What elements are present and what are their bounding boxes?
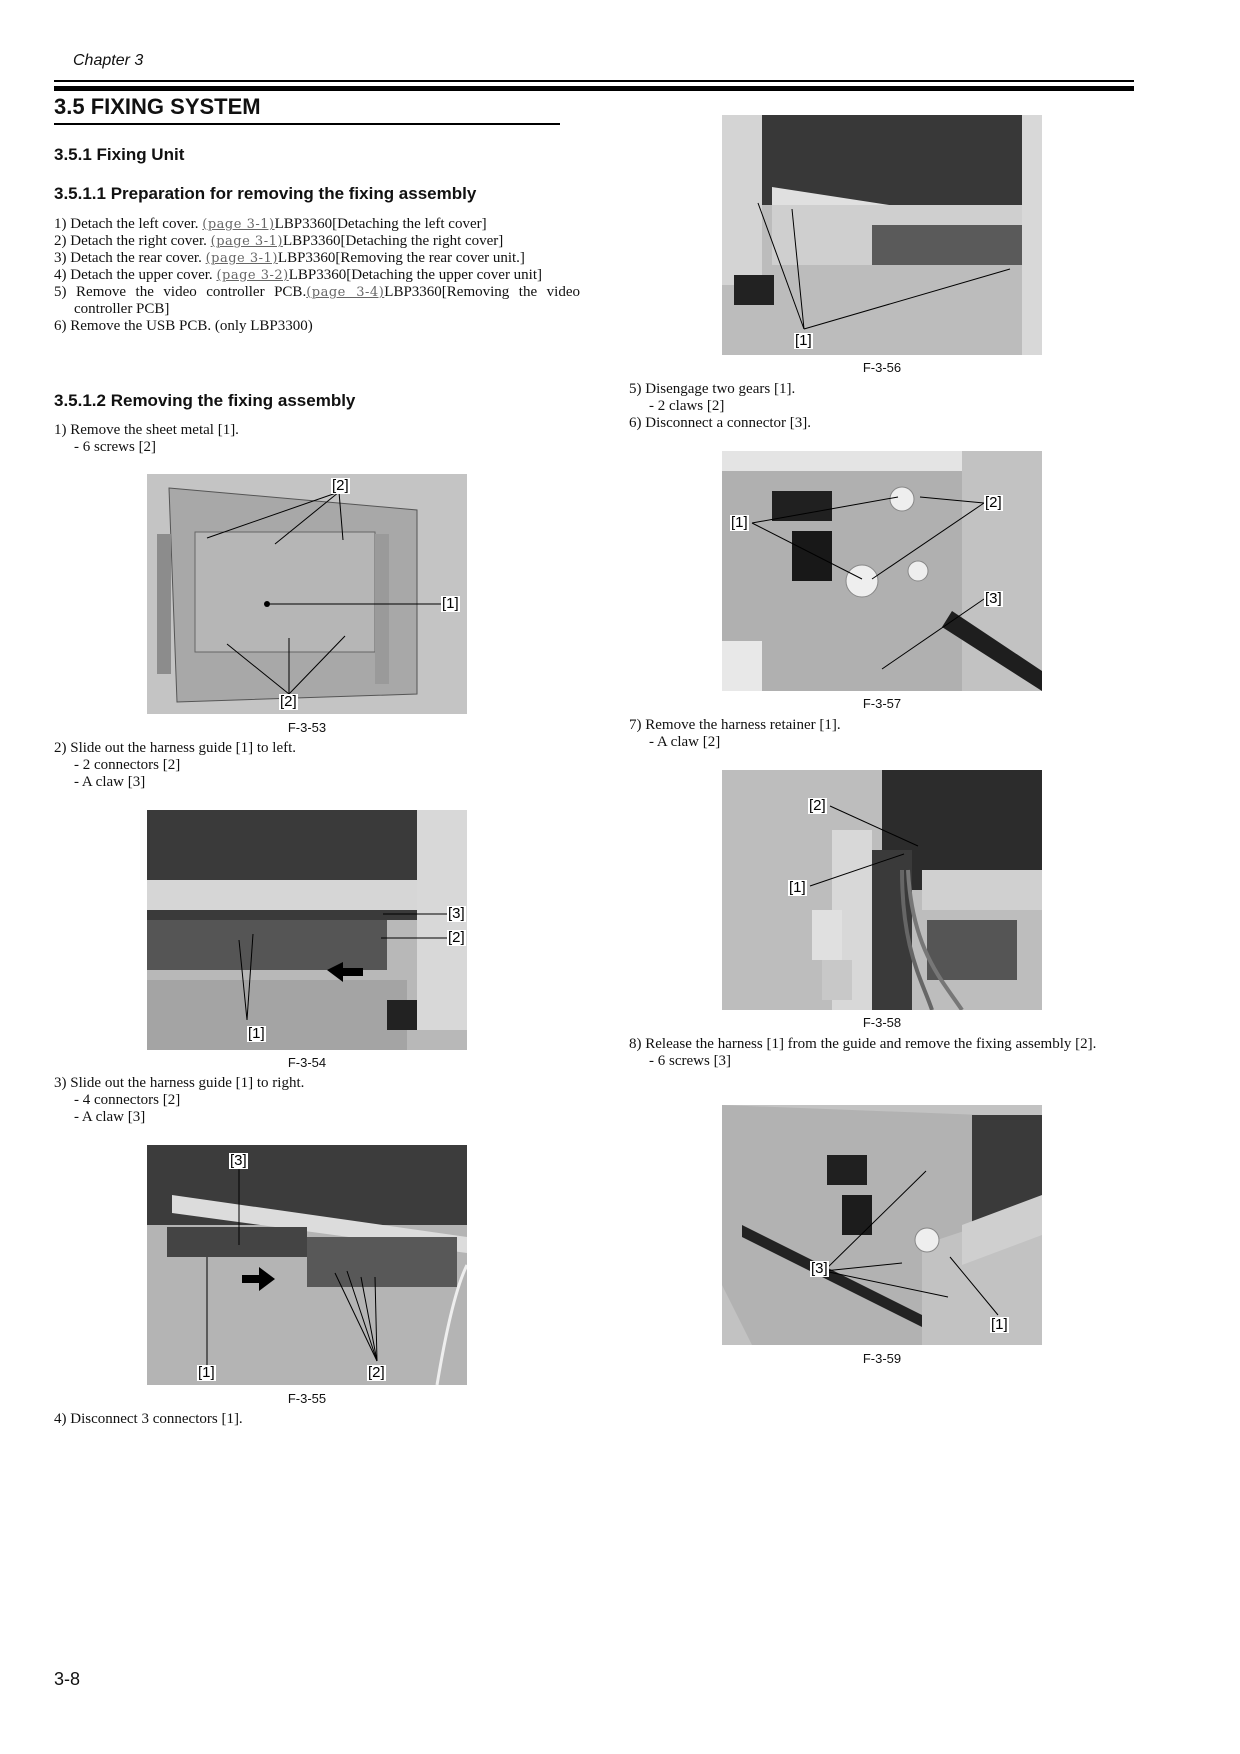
callout-label: [1] <box>442 595 459 612</box>
section-title: 3.5 FIXING SYSTEM <box>54 94 261 119</box>
prep-step: 6) Remove the USB PCB. (only LBP3300) <box>54 318 313 334</box>
removal-step-3: 3) Slide out the harness guide [1] to right. - 4 connectors [2] - A claw [3] <box>54 1075 305 1125</box>
callout-label: [1] <box>991 1316 1008 1333</box>
removal-step-7: 7) Remove the harness retainer [1]. - A claw [2] <box>629 717 841 750</box>
page-number: 3-8 <box>54 1669 81 1689</box>
figure-f-3-55-photo <box>147 1145 467 1385</box>
callout-label: [3] <box>230 1152 247 1169</box>
prep-step: 3) Detach the rear cover. (page 3-1)LBP3360[Removing the rear cover unit.] <box>54 250 525 266</box>
figure-caption: F-3-56 <box>862 360 902 375</box>
callout-label: [3] <box>811 1260 828 1277</box>
callout-label: [1] <box>198 1364 215 1381</box>
callout-label: [1] <box>795 332 812 349</box>
subsection-title: 3.5.1 Fixing Unit <box>54 145 185 164</box>
page-link[interactable]: (page 3-1) <box>210 234 283 249</box>
header-rule-thick <box>54 86 1134 91</box>
page-link[interactable]: (page 3-1) <box>202 217 275 232</box>
callout-label: [2] <box>368 1364 385 1381</box>
prep-steps <box>54 216 580 335</box>
callout-label: [2] <box>332 477 349 494</box>
callout-label: [1] <box>731 514 748 531</box>
callout-label: [2] <box>809 797 826 814</box>
callout-label: [1] <box>248 1025 265 1042</box>
section-title-rule <box>54 123 560 125</box>
page-link[interactable]: (page 3-4) <box>306 285 385 300</box>
removal-step-8: 8) Release the harness [1] from the guide and remove the fixing assembly [2]. - 6 screws [3] <box>629 1036 1097 1069</box>
prep-step: 5) Remove the video controller PCB.(page 3-4)LBP3360[Removing the video controller PCB] <box>54 284 580 317</box>
figure-caption: F-3-55 <box>287 1391 327 1406</box>
prep-step: 1) Detach the left cover. (page 3-1)LBP3360[Detaching the left cover] <box>54 216 487 232</box>
removal-title: 3.5.1.2 Removing the fixing assembly <box>54 391 356 410</box>
removal-step-2: 2) Slide out the harness guide [1] to left. - 2 connectors [2] - A claw [3] <box>54 740 297 790</box>
figure-caption: F-3-53 <box>287 720 327 735</box>
header-rule <box>54 80 1134 82</box>
removal-step-1: 1) Remove the sheet metal [1]. - 6 screws [2] <box>54 422 239 455</box>
prep-step: 2) Detach the right cover. (page 3-1)LBP3360[Detaching the right cover] <box>54 233 504 249</box>
callout-label: [2] <box>985 494 1002 511</box>
callout-label: [3] <box>985 590 1002 607</box>
figure-f-3-54-photo <box>147 810 467 1050</box>
figure-f-3-57-photo <box>722 451 1042 691</box>
page-link[interactable]: (page 3-1) <box>205 251 278 266</box>
prep-title: 3.5.1.1 Preparation for removing the fixing assembly <box>54 184 477 203</box>
figure-f-3-53-photo <box>147 474 467 714</box>
removal-step-5: 5) Disengage two gears [1]. - 2 claws [2] 6) Disconnect a connector [3]. <box>629 381 1135 432</box>
figure-caption: F-3-59 <box>862 1351 902 1366</box>
figure-f-3-58-photo <box>722 770 1042 1010</box>
removal-step-6: 6) Disconnect a connector [3]. <box>629 415 812 431</box>
chapter-label: Chapter 3 <box>73 52 144 69</box>
removal-step-4: 4) Disconnect 3 connectors [1]. <box>54 1411 243 1427</box>
callout-label: [3] <box>448 905 465 922</box>
figure-f-3-59-photo <box>722 1105 1042 1345</box>
callout-label: [2] <box>448 929 465 946</box>
page-link[interactable]: (page 3-2) <box>216 268 289 283</box>
callout-label: [2] <box>280 693 297 710</box>
prep-step: 4) Detach the upper cover. (page 3-2)LBP3360[Detaching the upper cover unit] <box>54 267 543 283</box>
figure-caption: F-3-54 <box>287 1055 327 1070</box>
figure-caption: F-3-58 <box>862 1015 902 1030</box>
figure-f-3-56-photo <box>722 115 1042 355</box>
callout-label: [1] <box>789 879 806 896</box>
figure-caption: F-3-57 <box>862 696 902 711</box>
